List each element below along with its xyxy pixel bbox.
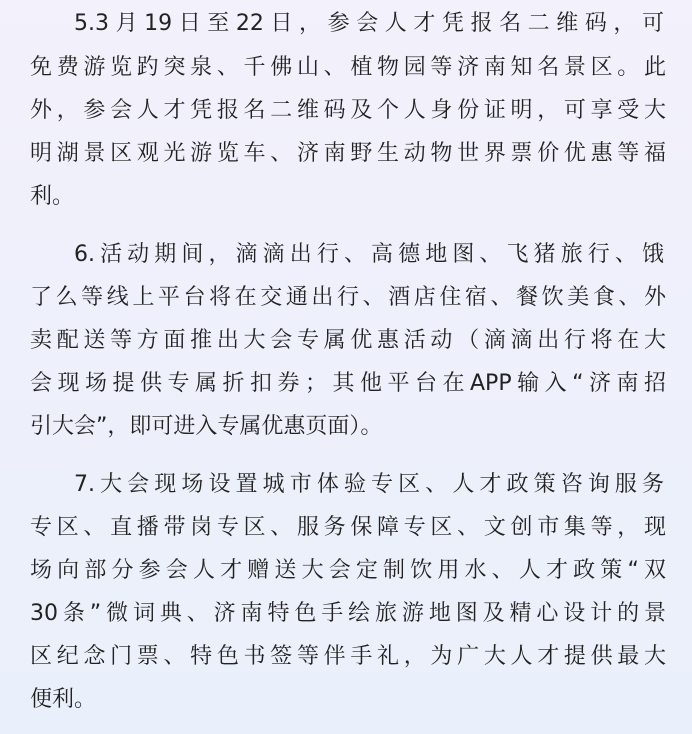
text-line: 明湖景区观光游览车、济南野生动物世界票价优惠等福 (30, 141, 666, 166)
text-line: 5.3月19日至22日，参会人才凭报名二维码，可 (74, 11, 664, 36)
text-line: 场向部分参会人才赠送大会定制饮用水、人才政策“双 (30, 558, 666, 583)
text-line: 专区、直播带岗专区、服务保障专区、文创市集等，现 (30, 515, 666, 540)
text-line: 引大会”，即可进入专属优惠页面）。 (30, 414, 383, 439)
text-line: 卖配送等方面推出大会专属优惠活动（滴滴出行将在大 (30, 328, 666, 353)
text-line: 便利。 (30, 687, 97, 712)
text-line: 利。 (30, 184, 75, 209)
text-line: 免费游览趵突泉、千佛山、植物园等济南知名景区。此 (30, 55, 666, 80)
text-line: 会现场提供专属折扣券；其他平台在APP输入“济南招 (30, 371, 666, 396)
text-line: 外，参会人才凭报名二维码及个人身份证明，可享受大 (30, 98, 666, 123)
text-line: 30条”微词典、济南特色手绘旅游地图及精心设计的景 (30, 601, 666, 626)
text-line: 区纪念门票、特色书签等伴手礼，为广大人才提供最大 (30, 644, 666, 669)
text-line: 7.大会现场设置城市体验专区、人才政策咨询服务 (74, 472, 664, 497)
text-line: 6.活动期间，滴滴出行、高德地图、飞猪旅行、饿 (74, 242, 664, 267)
text-line: 了么等线上平台将在交通出行、酒店住宿、餐饮美食、外 (30, 285, 666, 310)
